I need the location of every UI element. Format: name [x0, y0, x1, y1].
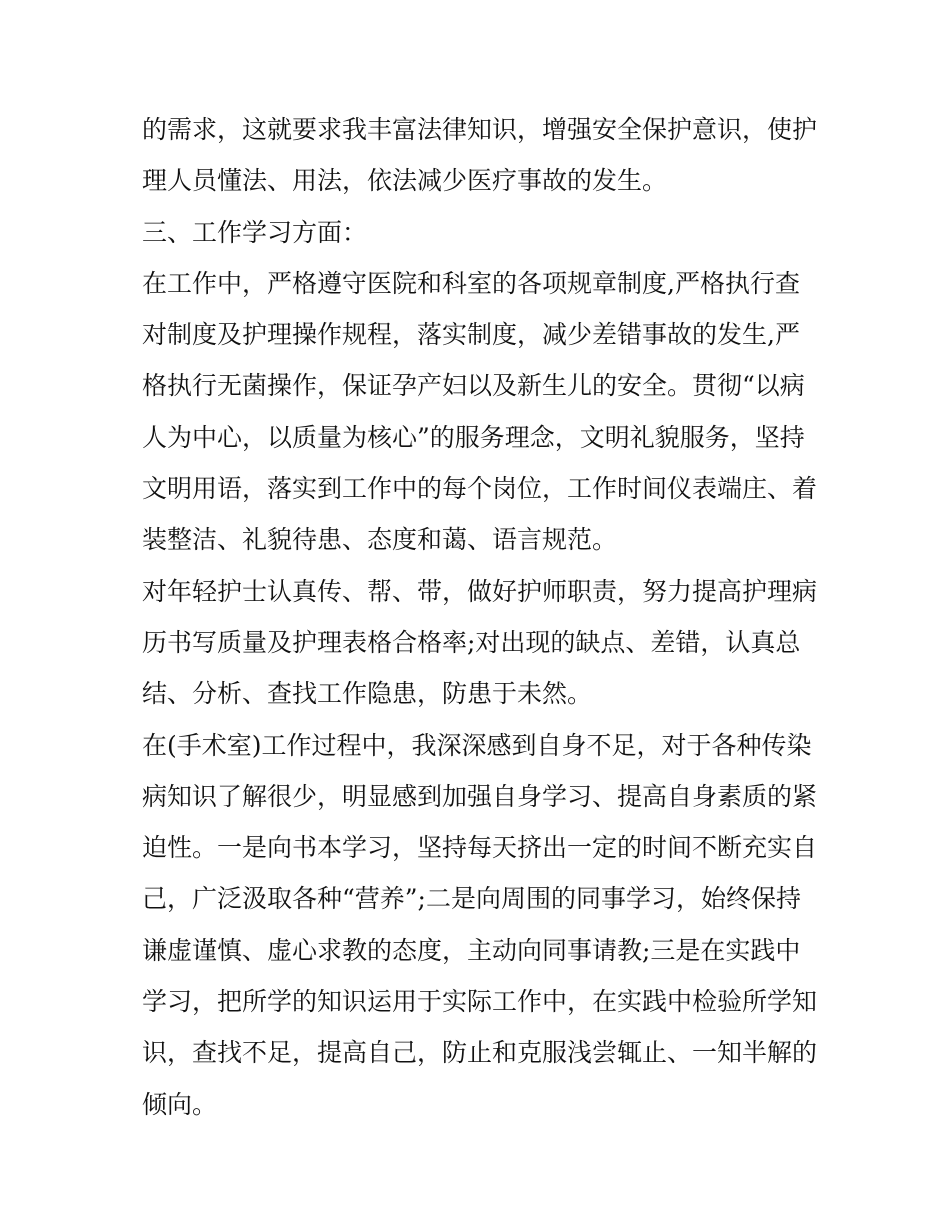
text-line-11: 历书写质量及护理表格合格率;对出现的缺点、差错，认真总 — [142, 627, 801, 657]
text-line-13: 在(手术室)工作过程中，我深深感到自身不足，对于各种传染 — [142, 730, 812, 760]
text-line-2: 理人员懂法、用法，依法减少医疗事故的发生。 — [142, 166, 668, 196]
text-line-1: 的需求，这就要求我丰富法律知识，增强安全保护意识，使护 — [142, 115, 818, 144]
text-line-20: 倾向。 — [142, 1089, 218, 1119]
text-line-18: 学习，把所学的知识运用于实际工作中，在实践中检验所学知 — [142, 987, 818, 1017]
text-line-14: 病知识了解很少，明显感到加强自身学习、提高自身素质的紧 — [142, 781, 818, 811]
text-line-10: 对年轻护士认真传、帮、带，做好护师职责，努力提高护理病 — [142, 576, 818, 606]
section-heading: 三、工作学习方面： — [142, 217, 368, 247]
text-line-12: 结、分析、查找工作隐患，防患于未然。 — [142, 679, 593, 709]
text-line-15: 迫性。一是向书本学习，坚持每天挤出一定的时间不断充实自 — [142, 833, 818, 863]
document-body — [142, 104, 822, 1130]
text-line-5: 对制度及护理操作规程，落实制度，减少差错事故的发生,严 — [142, 320, 800, 350]
text-line-4: 在工作中，严格遵守医院和科室的各项规章制度,严格执行查 — [142, 268, 800, 298]
text-line-16: 己，广泛汲取各种“营养”;二是向周围的同事学习，始终保持 — [142, 884, 801, 914]
text-line-7: 人为中心，以质量为核心”的服务理念，文明礼貌服务，坚持 — [142, 422, 805, 452]
text-line-6: 格执行无菌操作，保证孕产妇以及新生儿的安全。贯彻“以病 — [142, 371, 805, 401]
text-line-9: 装整洁、礼貌待患、态度和蔼、语言规范。 — [142, 525, 618, 555]
text-line-19: 识，查找不足，提高自己，防止和克服浅尝辄止、一知半解的 — [142, 1038, 818, 1068]
text-line-17: 谦虚谨慎、虚心求教的态度，主动向同事请教;三是在实践中 — [142, 935, 801, 965]
text-line-8: 文明用语，落实到工作中的每个岗位，工作时间仪表端庄、着 — [142, 474, 818, 504]
